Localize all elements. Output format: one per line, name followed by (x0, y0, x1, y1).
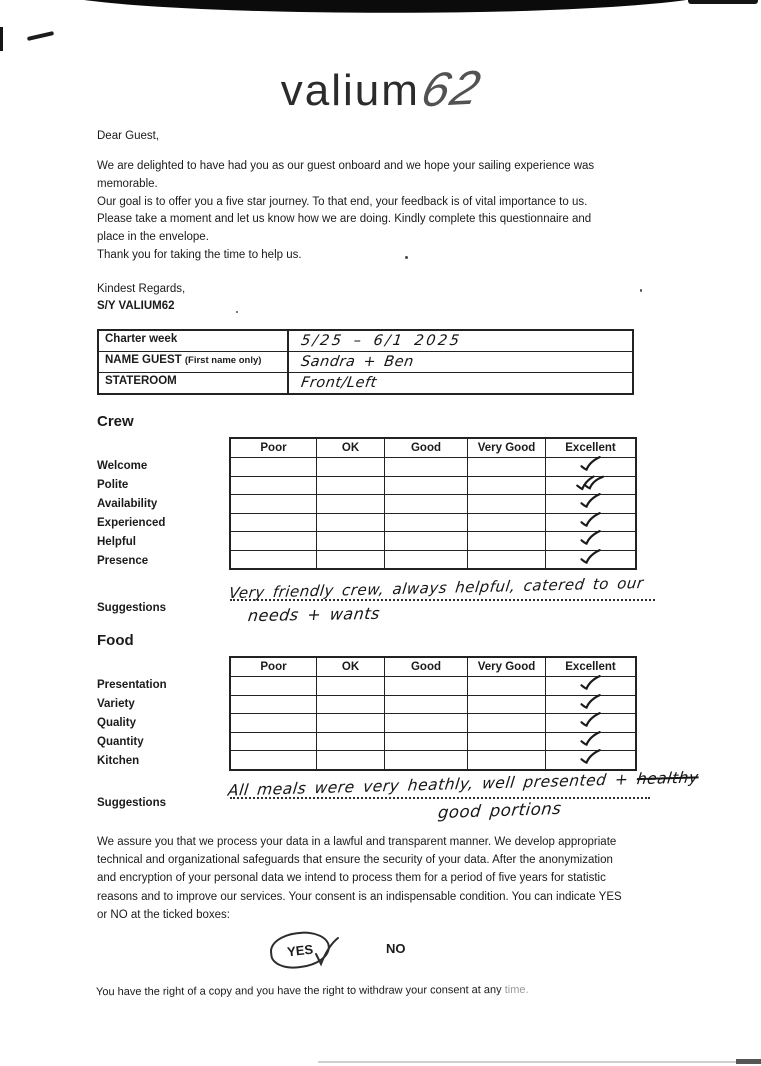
rating-column-header: Good (385, 658, 468, 677)
rating-cell (385, 458, 468, 477)
rating-cell (468, 477, 546, 496)
rating-cell (317, 677, 385, 696)
rating-cell (468, 514, 546, 533)
rating-cell (317, 514, 385, 533)
checkmark-icon (577, 711, 604, 730)
rating-column-header: Poor (231, 658, 317, 677)
rating-cell (385, 477, 468, 496)
checkmark-icon (577, 455, 604, 474)
info-handwritten-value (289, 373, 632, 392)
rating-column-header: OK (317, 658, 385, 677)
rating-cell (231, 677, 317, 696)
rating-cell (317, 477, 385, 496)
checkmark-icon (577, 529, 604, 548)
rating-column-header: Very Good (468, 439, 546, 458)
rating-cell (468, 696, 546, 715)
rating-cell (468, 458, 546, 477)
scan-speck (640, 289, 642, 292)
checkmark-icon (577, 693, 604, 712)
food-suggestion-handwriting-line1 (227, 768, 700, 799)
charter-info-table (97, 329, 634, 395)
rating-cell (317, 532, 385, 551)
text-line: memorable. (97, 177, 158, 190)
rating-cell (385, 514, 468, 533)
checkmark-icon (577, 674, 604, 693)
rating-cell (317, 714, 385, 733)
food-suggestions-label: Suggestions (97, 797, 167, 809)
rating-cell (385, 495, 468, 514)
closing-line: Kindest Regards, (97, 283, 186, 295)
suggestions-dotted-line (230, 797, 650, 799)
food-suggestion-struck-word: healthy (635, 768, 700, 789)
rating-cell (546, 458, 635, 477)
text-line: Thank you for taking the time to help us. (97, 248, 302, 261)
text-line: reasons and to improve our services. Your consent is an indispensable condition. You can indicate YES (97, 890, 622, 903)
yes-label: YES (286, 941, 314, 959)
suggestions-dotted-line (230, 599, 655, 601)
crew-heading: Crew (97, 413, 134, 430)
footer-text: You have the right of a copy and you have the right to withdraw your consent at any (95, 983, 505, 999)
yacht-logo (0, 62, 761, 117)
rating-row-label: Welcome (97, 459, 148, 472)
rating-cell (231, 751, 317, 769)
rating-cell (231, 733, 317, 752)
rating-row-label: Kitchen (97, 754, 140, 767)
rating-row-label: Presence (97, 554, 149, 567)
scan-speck (236, 311, 238, 313)
rating-column-header: Poor (231, 439, 317, 458)
rating-row-label: Quantity (97, 735, 144, 748)
rating-cell (231, 458, 317, 477)
text-line: technical and organizational safeguards that ensure the security of your data. After the anonymization (97, 854, 613, 867)
rating-cell (385, 733, 468, 752)
text-line: We assure you that we process your data in a lawful and transparent manner. We develop appropriate (97, 836, 617, 848)
scanner-shadow-band (46, 0, 718, 15)
checkmark-icon (577, 730, 604, 749)
rating-column-header: OK (317, 439, 385, 458)
crew-row-labels (97, 456, 227, 570)
info-handwritten-value (289, 352, 632, 371)
checkmark-icon (577, 492, 604, 511)
rating-row-label: Polite (97, 478, 129, 491)
rating-cell (231, 551, 317, 569)
handwriting: Front/Left (299, 374, 378, 391)
rating-cell (546, 714, 635, 733)
rating-cell (546, 532, 635, 551)
rating-cell (546, 495, 635, 514)
rating-cell (317, 458, 385, 477)
rating-cell (468, 677, 546, 696)
footer-consent-note (96, 984, 529, 998)
consent-yes-option (270, 932, 334, 970)
info-label: STATEROOM (99, 373, 289, 393)
text-line: Our goal is to offer you a five star journey. To that end, your feedback is of vital importance to us. (97, 195, 588, 208)
rating-cell (317, 495, 385, 514)
rating-cell (385, 696, 468, 715)
scanner-shadow-tail (688, 0, 758, 4)
text-line: Please take a moment and let us know how we are doing. Kindly complete this questionnaire and (97, 213, 592, 226)
food-row-labels (97, 675, 227, 770)
info-table-row (99, 331, 632, 352)
letter-body (97, 160, 657, 267)
info-table-row (99, 373, 632, 393)
rating-column-header: Excellent (546, 658, 635, 677)
text-line: We are delighted to have had you as our guest onboard and we hope your sailing experience was (97, 160, 595, 172)
checkmark-icon (577, 548, 604, 567)
rating-column-header: Good (385, 439, 468, 458)
rating-column-header: Excellent (546, 439, 635, 458)
rating-cell (231, 696, 317, 715)
text-line: place in the envelope. (97, 231, 209, 244)
food-heading: Food (97, 632, 134, 649)
privacy-paragraph (97, 836, 697, 927)
rating-row-label: Helpful (97, 535, 136, 548)
rating-cell (468, 714, 546, 733)
rating-row-label: Presentation (97, 678, 167, 691)
double-checkmark-icon (573, 473, 607, 493)
rating-cell (231, 477, 317, 496)
rating-cell (317, 751, 385, 769)
rating-cell (546, 751, 635, 769)
rating-cell (385, 751, 468, 769)
rating-cell (317, 733, 385, 752)
info-sublabel: (First name only) (184, 355, 262, 366)
crew-suggestion-handwriting-line1: Very friendly crew, always helpful, catered to our (228, 573, 645, 603)
text-line: and encryption of your personal data we intend to process them for a period of five years for statistic (97, 872, 606, 885)
rating-cell (231, 714, 317, 733)
rating-cell (468, 532, 546, 551)
handwriting: Sandra + Ben (299, 353, 415, 370)
info-table-row (99, 352, 632, 373)
rating-row-label: Experienced (97, 516, 166, 529)
info-label: NAME GUEST (First name only) (99, 352, 289, 372)
scan-bottom-mark (736, 1059, 761, 1064)
consent-no-option: NO (386, 941, 406, 956)
rating-cell (468, 495, 546, 514)
food-rating-table (229, 656, 637, 771)
signature-line: S/Y VALIUM62 (97, 300, 175, 312)
rating-cell (468, 751, 546, 769)
text-line: or NO at the ticked boxes: (97, 908, 230, 921)
handdrawn-checkmark-icon (312, 936, 342, 968)
rating-cell (385, 532, 468, 551)
rating-cell (546, 551, 635, 569)
crew-rating-table (229, 437, 637, 570)
checkmark-icon (577, 748, 604, 767)
rating-cell (385, 551, 468, 569)
rating-cell (231, 514, 317, 533)
rating-row-label: Availability (97, 497, 158, 510)
food-suggestion-handwriting-line2: good portions (437, 798, 563, 823)
rating-column-header: Very Good (468, 658, 546, 677)
salutation: Dear Guest, (97, 130, 159, 142)
rating-cell (468, 733, 546, 752)
rating-cell (385, 677, 468, 696)
rating-cell (317, 551, 385, 569)
scan-edge-mark (0, 27, 3, 51)
crew-suggestion-handwriting-line2: needs + wants (246, 603, 382, 626)
handwritten-dash-mark (27, 31, 54, 41)
rating-cell (231, 495, 317, 514)
food-suggestion-text: All meals were very heathly, well presented + (227, 770, 630, 800)
rating-cell (468, 551, 546, 569)
crew-suggestions-label: Suggestions (97, 602, 167, 614)
rating-cell (385, 714, 468, 733)
rating-cell (317, 696, 385, 715)
rating-cell (231, 532, 317, 551)
handwriting: 5/25 – 6/1 2025 (299, 332, 463, 349)
scan-bottom-line (318, 1061, 738, 1063)
logo-number: 62 (416, 61, 487, 118)
info-label: Charter week (99, 331, 289, 351)
info-handwritten-value (289, 331, 632, 350)
rating-row-label: Variety (97, 697, 135, 710)
logo-wordmark: valium (280, 66, 420, 115)
rating-row-label: Quality (97, 716, 136, 729)
footer-faded-word: time. (504, 983, 529, 996)
rating-cell (546, 677, 635, 696)
checkmark-icon (577, 511, 604, 530)
